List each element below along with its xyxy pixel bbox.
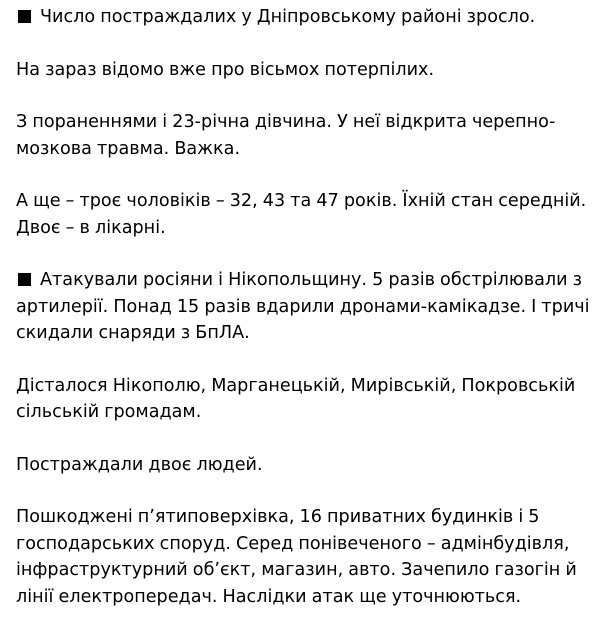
paragraph xyxy=(16,4,596,31)
paragraph xyxy=(16,504,596,610)
black-square-icon xyxy=(18,273,31,286)
paragraph-text: Атакували росіяни і Нікопольщину. 5 разів обстрілювали з артилерії. Понад 15 разів вдарили дронами-камікадзе. І тричі скидали снаряди з БпЛА. xyxy=(16,270,590,343)
paragraph xyxy=(16,267,596,347)
paragraph-text: Пошкоджені пʼятиповерхівка, 16 приватних будинків і 5 господарських споруд. Серед понівеченого – адмінбудівля, інфраструктурний обʼєкт, магазин, авто. Зачепило газогін й лінії електропередач. Наслідки атак ще уточнюються. xyxy=(16,507,577,607)
paragraph xyxy=(16,109,596,162)
paragraph xyxy=(16,57,596,84)
paragraph-text: Дісталося Нікополю, Марганецькій, Мирівській, Покровській сільській громадам. xyxy=(16,375,576,422)
paragraph xyxy=(16,452,596,479)
paragraph-text: Число постраждалих у Дніпровському районі зросло. xyxy=(40,7,536,27)
paragraph xyxy=(16,188,596,241)
paragraph-text: З пораненнями і 23-річна дівчина. У неї відкрита черепно-мозкова травма. Важка. xyxy=(16,112,556,159)
paragraph-text: Постраждали двоє людей. xyxy=(16,454,263,475)
paragraph-text: На зараз відомо вже про вісьмох потерпілих. xyxy=(16,59,435,80)
paragraph xyxy=(16,373,596,426)
black-square-icon xyxy=(18,10,31,23)
paragraph-text: А ще – троє чоловіків – 32, 43 та 47 років. Їхній стан середній. Двоє – в лікарні. xyxy=(16,191,587,238)
message-text xyxy=(16,4,596,636)
